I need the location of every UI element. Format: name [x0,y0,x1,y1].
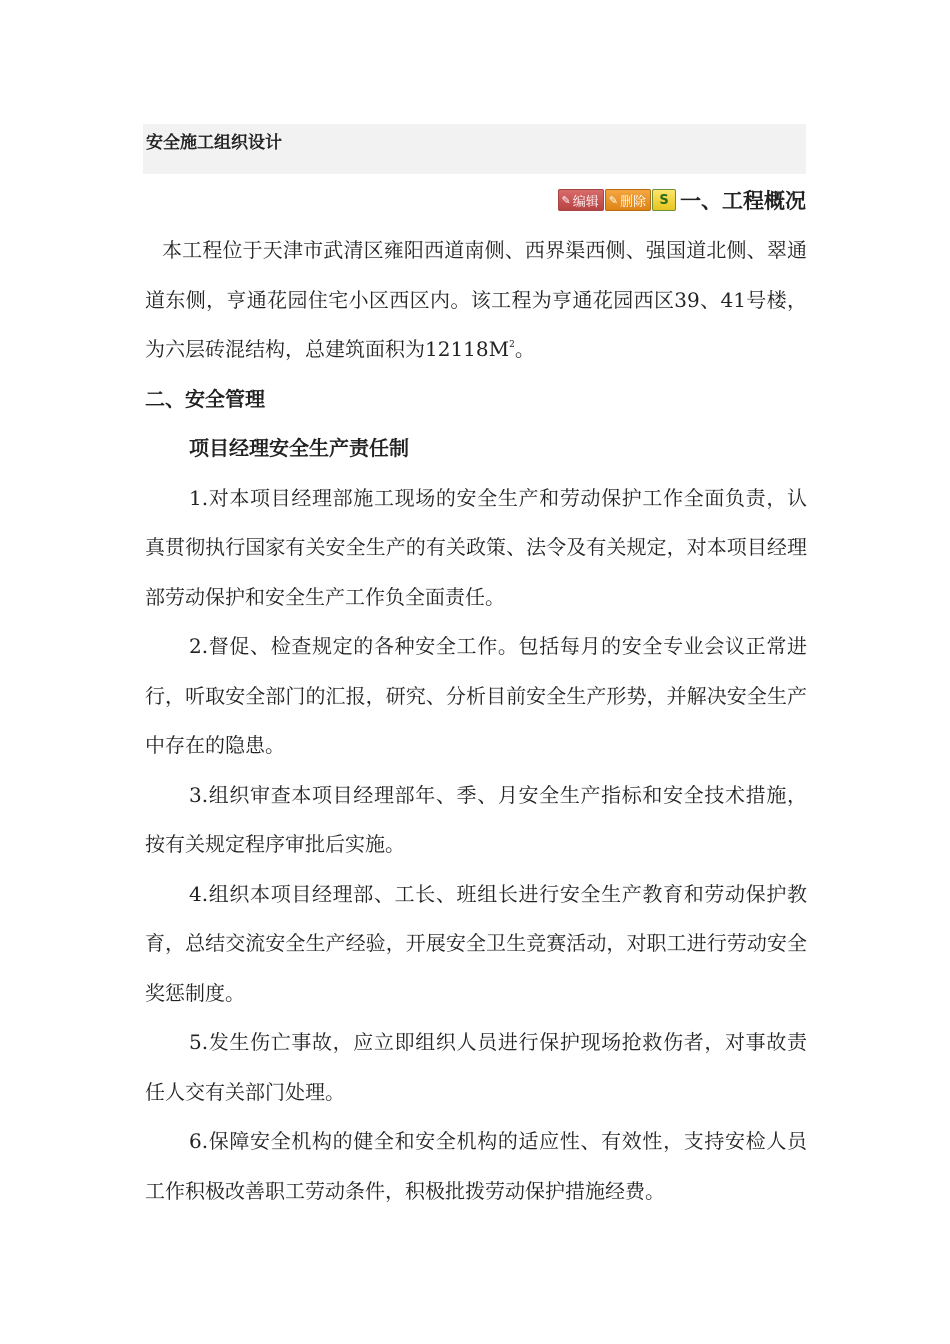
delete-button[interactable] [605,189,651,211]
section-1-paragraph-text: 本工程位于天津市武清区雍阳西道南侧、西界渠西侧、强国道北侧、翠通道东侧，亨通花园住宅小区西区内。该工程为亨通花园西区39、41号楼，为六层砖混结构，总建筑面积为12118M [145,238,807,361]
section-1-paragraph-end: 。 [514,337,535,361]
search-engine-icon[interactable] [652,189,676,211]
search-engine-glyph: S [659,192,669,208]
list-item: 2.督促、检查规定的各种安全工作。包括每月的安全专业会议正常进行，听取安全部门的汇报，研究、分析目前安全生产形势，并解决安全生产中存在的隐患。 [145,634,807,757]
document-title: 安全施工组织设计 [146,133,282,153]
heading-toolbar-row [558,186,806,214]
title-bar [143,124,806,174]
section-1-heading: 一、工程概况 [680,189,806,213]
superscript-2: 2 [509,340,515,350]
document-body [145,226,807,1216]
edit-button-label: 编辑 [572,194,599,210]
pencil-icon: ✎ [608,193,618,207]
section-1-paragraph [145,226,807,375]
delete-button-label: 删除 [619,194,646,210]
edit-button[interactable] [558,189,604,211]
list-item: 5.发生伤亡事故，应立即组织人员进行保护现场抢救伤者，对事故责任人交有关部门处理。 [145,1030,807,1104]
list-item: 1.对本项目经理部施工现场的安全生产和劳动保护工作全面负责，认真贯彻执行国家有关安全生产的有关政策、法令及有关规定，对本项目经理部劳动保护和安全生产工作负全面责任。 [145,485,807,609]
section-2-heading: 二、安全管理 [145,386,265,411]
list-item: 6.保障安全机构的健全和安全机构的适应性、有效性，支持安检人员工作积极改善职工劳动条件，积极批拨劳动保护措施经费。 [145,1129,807,1203]
list-item: 3.组织审查本项目经理部年、季、月安全生产指标和安全技术措施，按有关规定程序审批后实施。 [145,782,807,856]
pencil-icon: ✎ [561,193,571,207]
section-2-subheading: 项目经理安全生产责任制 [189,436,409,460]
list-item: 4.组织本项目经理部、工长、班组长进行安全生产教育和劳动保护教育，总结交流安全生产经验，开展安全卫生竞赛活动，对职工进行劳动安全奖惩制度。 [145,881,807,1005]
